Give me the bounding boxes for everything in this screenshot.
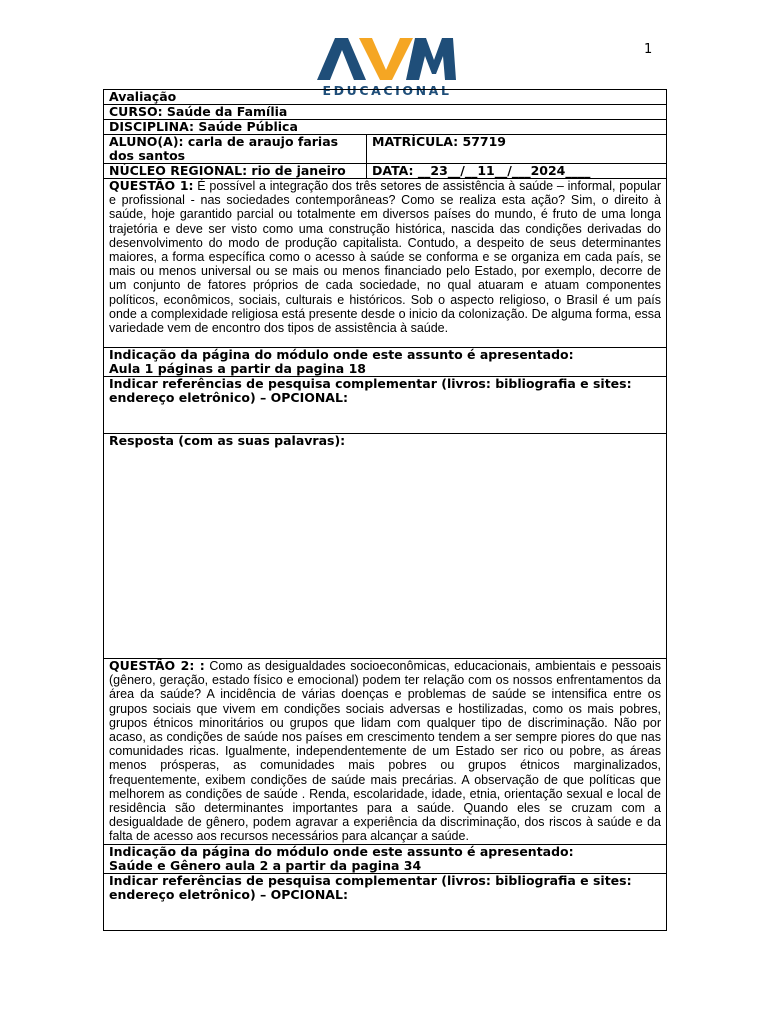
page-number: 1 — [644, 42, 653, 57]
matricula-field: MATRÍCULA: 57719 — [367, 135, 667, 164]
question-1-label: QUESTÃO 1: — [109, 178, 194, 193]
q1-resposta: Resposta (com as suas palavras): — [104, 434, 667, 659]
disciplina-field: DISCIPLINA: Saúde Pública — [104, 120, 667, 135]
logo-letter-v — [359, 38, 413, 80]
q2-indicacao-label: Indicação da página do módulo onde este assunto é apresentado: — [109, 843, 574, 859]
q1-indicacao-label: Indicação da página do módulo onde este assunto é apresentado: — [109, 347, 574, 362]
q1-indicacao — [104, 348, 667, 377]
q2-indicacao-value: Saúde e Gênero aula 2 a partir da pagina 34 — [109, 857, 422, 873]
question-2-label: QUESTÃO 2: : — [109, 658, 205, 673]
question-1-text: É possível a integração dos três setores de assistência à saúde – informal, popular e profissional - nas sociedades contemporâneas? Como se realiza esta ação? Sim, o direito à saúde, hoje garantido parcial ou totalmente em diversos países do mundo, é fruto de uma longa trajetória e deve ser visto como uma construção histórica, nascida das condições derivadas do desenvolvimento do modo de produção capitalista. Contudo, a despeito de seus determinantes maiores, a forma específica como o acesso à saúde se conforma e se organiza em cada país, se mais ou menos universal ou se mais ou menos financiado pelo Estado, por exemplo, decorre de um conjunto de fatores próprios de cada sociedade, no qual atuaram e atuam componentes políticos, econômicos, sociais, culturais e históricos. Sob o aspecto religioso, o Brasil é um país onde a complexidade religiosa está presente desde o inicio da colonização. De alguma forma, essa variedade vem de encontro dos tipos de assistência à saúde. — [109, 179, 661, 336]
question-2-text: Como as desigualdades socioeconômicas, educacionais, ambientais e pessoais (gênero, geração, estado físico e emocional) podem ter relação com os nossos enfrentamentos da área da saúde? A incidência de várias doenças e problemas de saúde se intensifica entre os grupos sociais que vivem em condições sociais adversas e hostilizadas, como os mais pobres, grupos étnicos minoritários ou grupos que lidam com qualquer tipo de discriminação. Não por acaso, as condições de saúde nos países em crescimento tendem a ser sempre piores do que nas comunidades ricas. Igualmente, independentemente de um Estado ser rico ou pobre, as áreas menos prósperas, as comunidades mais pobres ou grupos étnicos marginalizados, frequentemente, exibem condições de saúde mais precárias. A observação de que políticas que melhorem as condições de saúde . Renda, escolaridade, idade, etnia, orientação sexual e local de residência são determinantes importantes para a saúde. Quando eles se cruzam com a desigualdade de gênero, podem agravar a experiência da discriminação, dos riscos à saúde e da falta de acesso aos recursos necessários para alcançar a saúde. — [109, 659, 661, 844]
q1-referencias: Indicar referências de pesquisa complementar (livros: bibliografia e sites: endereço eletrônico) – OPCIONAL: — [104, 377, 667, 434]
q2-referencias: Indicar referências de pesquisa complementar (livros: bibliografia e sites: endereço eletrônico) – OPCIONAL: — [104, 873, 667, 930]
aluno-field: ALUNO(A): carla de araujo farias dos santos — [104, 135, 367, 164]
avaliacao-title: Avaliação — [104, 90, 667, 105]
logo-letter-m — [406, 38, 456, 80]
q2-indicacao — [104, 844, 667, 873]
curso-field: CURSO: Saúde da Família — [104, 105, 667, 120]
question-2 — [104, 659, 667, 845]
nucleo-field: NÚCLEO REGIONAL: rio de janeiro — [104, 164, 367, 179]
q1-indicacao-value: Aula 1 páginas a partir da pagina 18 — [109, 361, 366, 376]
evaluation-form — [103, 89, 667, 931]
question-1 — [104, 179, 667, 348]
logo-subtitle: EDUCACIONAL — [322, 83, 452, 98]
logo-letter-a — [317, 38, 366, 80]
data-field: DATA: __23__/__11__/___2024____ — [367, 164, 667, 179]
